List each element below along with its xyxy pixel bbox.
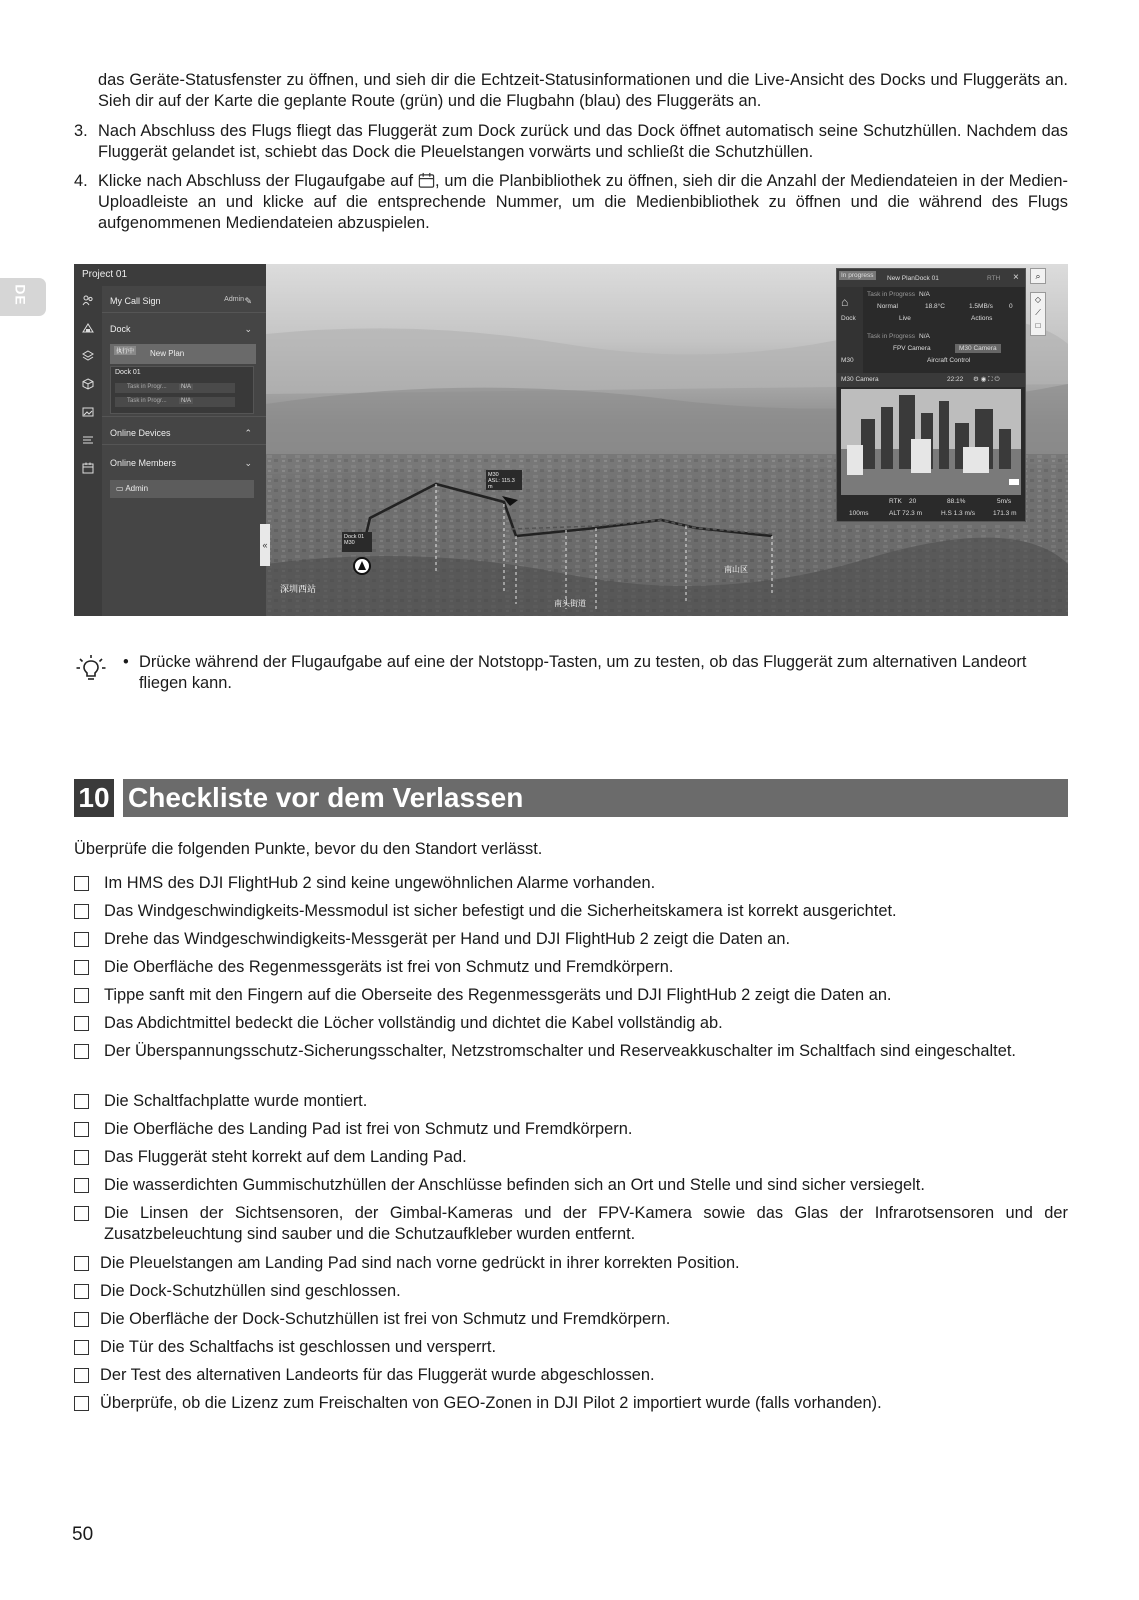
plan-status-badge: 执行中 bbox=[114, 346, 136, 355]
tip-text: Drücke während der Flugaufgabe auf eine der Notstopp-Tasten, um zu testen, ob das Fluggerät zum alternativen Landeort fliegen kann. bbox=[139, 653, 1027, 692]
checklist-text: Die Dock-Schutzhüllen sind geschlossen. bbox=[100, 1282, 401, 1300]
distance: 171.3 m bbox=[993, 510, 1017, 517]
dock-device-label[interactable]: Dock bbox=[841, 315, 856, 322]
checklist-text: Das Abdichtmittel bedeckt die Löcher vollständig und dichtet die Kabel vollständig ab. bbox=[104, 1014, 723, 1032]
checklist-text: Überprüfe, ob die Lizenz zum Freischalten von GEO-Zonen in DJI Pilot 2 importiert wurde (falls vorhanden). bbox=[100, 1394, 882, 1412]
step-text: Nach Abschluss des Flugs fliegt das Fluggerät zum Dock zurück und das Dock öffnet automatisch seine Schutzhüllen. Nachdem das Fluggerät gelandet ist, schiebt das Dock die Pleuelstangen vorwärts und schließt die Schutzhüllen. bbox=[98, 122, 1068, 161]
intro-paragraph: das Geräte-Statusfenster zu öffnen, und sieh dir die Echtzeit-Statusinformationen und die Live-Ansicht des Docks und Fluggeräts an. Sieh dir auf der Karte die geplante Route (grün) und die Flugbahn (blau) des Fluggeräts an. bbox=[98, 71, 1068, 110]
language-label: DE bbox=[12, 284, 29, 306]
checklist-item bbox=[74, 1365, 1068, 1386]
live-button[interactable]: Live bbox=[899, 315, 911, 322]
call-sign-label: My Call Sign bbox=[110, 296, 161, 306]
checkbox[interactable] bbox=[74, 1044, 89, 1059]
checkbox[interactable] bbox=[74, 1206, 89, 1221]
checkbox[interactable] bbox=[74, 876, 89, 891]
camera-header bbox=[837, 373, 1025, 387]
tip-note bbox=[123, 652, 1068, 694]
checklist-item bbox=[74, 1281, 1068, 1302]
aircraft-tag-asl: ASL: 115.3 m bbox=[488, 478, 515, 490]
checkbox[interactable] bbox=[74, 1340, 89, 1355]
map-label-district: 南山区 bbox=[724, 565, 748, 574]
checklist-text: Im HMS des DJI FlightHub 2 sind keine ungewöhnlichen Alarme vorhanden. bbox=[104, 874, 656, 892]
lightbulb-icon bbox=[76, 654, 106, 684]
task-label: Task in Progr... bbox=[127, 384, 167, 390]
team-icon[interactable] bbox=[82, 294, 94, 306]
layers-icon[interactable] bbox=[82, 350, 94, 362]
dock-section-header[interactable] bbox=[110, 324, 258, 334]
step-text bbox=[98, 171, 1068, 234]
vertical-speed: 5m/s bbox=[997, 498, 1012, 505]
checkbox[interactable] bbox=[74, 1284, 89, 1299]
map-toolbar bbox=[1030, 268, 1046, 336]
section-intro: Überprüfe die folgenden Punkte, bevor du den Standort verlässt. bbox=[74, 840, 543, 858]
checkbox[interactable] bbox=[74, 960, 89, 975]
altitude: ALT 72.3 m bbox=[889, 510, 922, 517]
dock-temperature: 18.8°C bbox=[925, 303, 945, 310]
checklist-text: Die Tür des Schaltfachs ist geschlossen und versperrt. bbox=[100, 1338, 496, 1356]
fpv-camera-button[interactable]: FPV Camera bbox=[893, 345, 931, 352]
dock-name: Dock 01 bbox=[115, 369, 141, 376]
checklist-text: Die Linsen der Sichtsensoren, der Gimbal-Kameras und der FPV-Kamera sowie das Glas der Infrarotsensoren und der Zusatzbeleuchtung sind sauber und die Schutzaufkleber wurden entfernt. bbox=[104, 1204, 1068, 1243]
camera-time: 22:22 bbox=[947, 376, 964, 383]
aircraft-task-label: Task in Progress bbox=[867, 333, 916, 340]
panel-header bbox=[837, 269, 1025, 287]
divider bbox=[102, 416, 266, 417]
checkbox[interactable] bbox=[74, 988, 89, 1003]
checklist-item bbox=[74, 1203, 1068, 1245]
flighthub-screenshot bbox=[74, 264, 1068, 616]
dock-tag-name: Dock 01 bbox=[344, 534, 365, 540]
checklist-item bbox=[74, 1119, 1068, 1140]
m30-camera-button[interactable]: M30 Camera bbox=[955, 344, 1001, 353]
online-members-header[interactable] bbox=[110, 458, 258, 468]
call-sign-admin: Admin bbox=[224, 296, 244, 303]
device-status-panel bbox=[836, 268, 1026, 522]
checklist-text: Die Pleuelstangen am Landing Pad sind nach vorne gedrückt in ihrer korrekten Position. bbox=[100, 1254, 740, 1272]
dock-section-label: Dock bbox=[110, 324, 131, 334]
media-icon[interactable] bbox=[82, 406, 94, 418]
checklist-item bbox=[74, 1175, 1068, 1196]
aircraft-tag-model: M30 bbox=[488, 472, 499, 478]
call-sign-row[interactable] bbox=[110, 296, 258, 306]
checklist-item bbox=[74, 1393, 1068, 1414]
project-title: Project 01 bbox=[74, 264, 266, 286]
checklist-item bbox=[74, 1253, 1068, 1274]
divider bbox=[102, 312, 266, 313]
checkbox[interactable] bbox=[74, 1256, 89, 1271]
checkbox[interactable] bbox=[74, 1396, 89, 1411]
chevron-down-icon[interactable]: ⌄ bbox=[244, 324, 252, 334]
dock-status: Normal bbox=[877, 303, 898, 310]
checkbox[interactable] bbox=[74, 1178, 89, 1193]
checklist-item bbox=[74, 985, 1068, 1006]
route-icon[interactable] bbox=[82, 434, 94, 446]
section-title: Checkliste vor dem Verlassen bbox=[123, 779, 1068, 817]
checkbox[interactable] bbox=[74, 904, 89, 919]
checklist-item bbox=[74, 957, 1068, 978]
dock-task-label: Task in Progress bbox=[867, 291, 916, 298]
checklist-item bbox=[74, 1091, 1068, 1112]
aircraft-control-button[interactable]: Aircraft Control bbox=[927, 357, 971, 364]
dock-tag[interactable] bbox=[342, 532, 372, 552]
language-tab bbox=[0, 278, 46, 316]
search-icon[interactable]: ⌕ bbox=[1030, 268, 1046, 284]
rtk-value: 20 bbox=[909, 498, 917, 505]
checklist-text: Das Windgeschwindigkeits-Messmodul ist sicher befestigt und die Sicherheitskamera ist korrekt ausgerichtet. bbox=[104, 902, 897, 920]
checkbox[interactable] bbox=[74, 1150, 89, 1165]
latency: 100ms bbox=[849, 510, 869, 517]
bullet: • bbox=[123, 653, 129, 671]
sidebar-icon-rail bbox=[74, 286, 102, 616]
checklist-item bbox=[74, 1013, 1068, 1034]
page-number: 50 bbox=[72, 1524, 94, 1545]
new-plan-label: New Plan bbox=[150, 349, 185, 358]
checklist-item bbox=[74, 929, 1068, 950]
checkbox[interactable] bbox=[74, 1368, 89, 1383]
task-label: Task in Progr... bbox=[127, 398, 167, 404]
chevron-down-icon[interactable]: ⌄ bbox=[244, 458, 252, 468]
dock-card[interactable] bbox=[110, 366, 254, 414]
checklist-item bbox=[74, 901, 1068, 922]
checklist-text: Die Schaltfachplatte wurde montiert. bbox=[104, 1092, 368, 1110]
camera-title: M30 Camera bbox=[841, 376, 879, 383]
map-label-city: 深圳西站 bbox=[280, 584, 317, 594]
plan-name: New Plan bbox=[887, 275, 915, 282]
upload-rate: 1.5MB/s bbox=[969, 303, 993, 310]
step-number: 4. bbox=[74, 172, 88, 190]
checkbox[interactable] bbox=[74, 932, 89, 947]
collapse-sidebar-button[interactable]: « bbox=[260, 524, 270, 566]
online-devices-header[interactable] bbox=[110, 428, 258, 438]
battery-level: 88.1% bbox=[947, 498, 966, 505]
member-name: Admin bbox=[125, 484, 149, 493]
checklist-text: Die Oberfläche der Dock-Schutzhüllen ist frei von Schmutz und Fremdkörpern. bbox=[100, 1310, 671, 1328]
checklist-text: Die wasserdichten Gummischutzhüllen der Anschlüsse befinden sich an Ort und Stelle und sind sicher versiegelt. bbox=[104, 1176, 925, 1194]
checklist-item bbox=[74, 1147, 1068, 1168]
checklist-text: Die Oberfläche des Landing Pad ist frei von Schmutz und Fremdkörpern. bbox=[104, 1120, 633, 1138]
checkbox[interactable] bbox=[74, 1122, 89, 1137]
checklist-text: Die Oberfläche des Regenmessgeräts ist frei von Schmutz und Fremdkörpern. bbox=[104, 958, 674, 976]
media-count: 0 bbox=[1009, 303, 1013, 310]
camera-settings-icon[interactable]: ⚙ ◉ ⛶ ⏻ bbox=[973, 376, 1000, 383]
checklist-text: Der Überspannungsschutz-Sicherungsschalter, Netzstromschalter und Reserveakkuschalter im Schaltfach sind eingeschaltet. bbox=[104, 1042, 1016, 1060]
aircraft-task-row bbox=[115, 397, 235, 407]
telemetry-bar bbox=[837, 495, 1025, 521]
step-4 bbox=[72, 171, 1068, 234]
map-label-road: 南头街道 bbox=[554, 599, 586, 608]
checklist-text: Drehe das Windgeschwindigkeits-Messgerät per Hand und DJI FlightHub 2 zeigt die Daten an. bbox=[104, 930, 791, 948]
horizontal-speed: H.S 1.3 m/s bbox=[941, 510, 975, 517]
aircraft-tag[interactable] bbox=[486, 470, 522, 490]
plan-library-icon[interactable] bbox=[82, 462, 94, 474]
task-value: N/A bbox=[181, 384, 192, 390]
actions-button[interactable]: Actions bbox=[971, 315, 993, 322]
checklist-item bbox=[74, 873, 1068, 894]
status-badge: In progress bbox=[841, 272, 874, 279]
checklist-text: Tippe sanft mit den Fingern auf die Oberseite des Regenmessgeräts und DJI FlightHub 2 zeigt die Daten an. bbox=[104, 986, 892, 1004]
checklist-item bbox=[74, 1337, 1068, 1358]
model-icon[interactable] bbox=[82, 378, 94, 390]
rtk-label: RTK bbox=[889, 498, 902, 505]
step-3 bbox=[72, 121, 1068, 163]
draw-tools[interactable]: ◇ ⟋ □ bbox=[1030, 292, 1046, 336]
checklist-item bbox=[74, 1041, 1068, 1062]
dock-device-icon[interactable]: ⌂ bbox=[841, 295, 849, 309]
aircraft-task-value: N/A bbox=[919, 333, 930, 340]
dock-task-value: N/A bbox=[919, 291, 930, 298]
section-number: 10 bbox=[74, 779, 114, 817]
project-sidebar bbox=[74, 264, 266, 616]
chevron-up-icon[interactable]: ⌃ bbox=[244, 428, 252, 438]
checklist-text: Das Fluggerät steht korrekt auf dem Landing Pad. bbox=[104, 1148, 467, 1166]
dock-task-row bbox=[115, 383, 235, 393]
calendar-icon bbox=[418, 172, 435, 189]
dock-icon[interactable] bbox=[82, 322, 94, 334]
rth-button[interactable]: RTH bbox=[987, 275, 1001, 282]
edit-icon[interactable]: ✎ bbox=[244, 296, 252, 306]
task-value: N/A bbox=[181, 398, 192, 404]
dock-name: Dock 01 bbox=[915, 275, 939, 282]
member-card[interactable] bbox=[110, 480, 254, 498]
checkbox[interactable] bbox=[74, 1094, 89, 1109]
checkbox[interactable] bbox=[74, 1016, 89, 1031]
dock-tag-model: M30 bbox=[344, 540, 355, 546]
aircraft-device-label[interactable]: M30 bbox=[841, 357, 854, 364]
step-text-b: , um die Planbibliothek zu öffnen, sieh dir die Anzahl der Mediendateien in der Medien-Uploadleiste an und klicke auf die entsprechende Nummer, um die Medienbibliothek zu öffnen und die während des Flugs aufgenommenen Mediendateien abzuspielen. bbox=[98, 172, 1068, 232]
new-plan-card[interactable] bbox=[110, 344, 256, 364]
close-icon[interactable]: × bbox=[1013, 272, 1019, 283]
step-number: 3. bbox=[74, 122, 88, 140]
device-switcher bbox=[837, 287, 863, 383]
divider bbox=[102, 444, 266, 445]
checkbox[interactable] bbox=[74, 1312, 89, 1327]
monitor-icon: ▭ bbox=[116, 484, 124, 493]
step-text-a: Klicke nach Abschluss der Flugaufgabe auf bbox=[98, 172, 418, 190]
online-devices-label: Online Devices bbox=[110, 428, 171, 438]
online-members-label: Online Members bbox=[110, 458, 177, 468]
checklist-item bbox=[74, 1309, 1068, 1330]
checklist-text: Der Test des alternativen Landeorts für das Fluggerät wurde abgeschlossen. bbox=[100, 1366, 655, 1384]
camera-live-view bbox=[841, 389, 1021, 495]
